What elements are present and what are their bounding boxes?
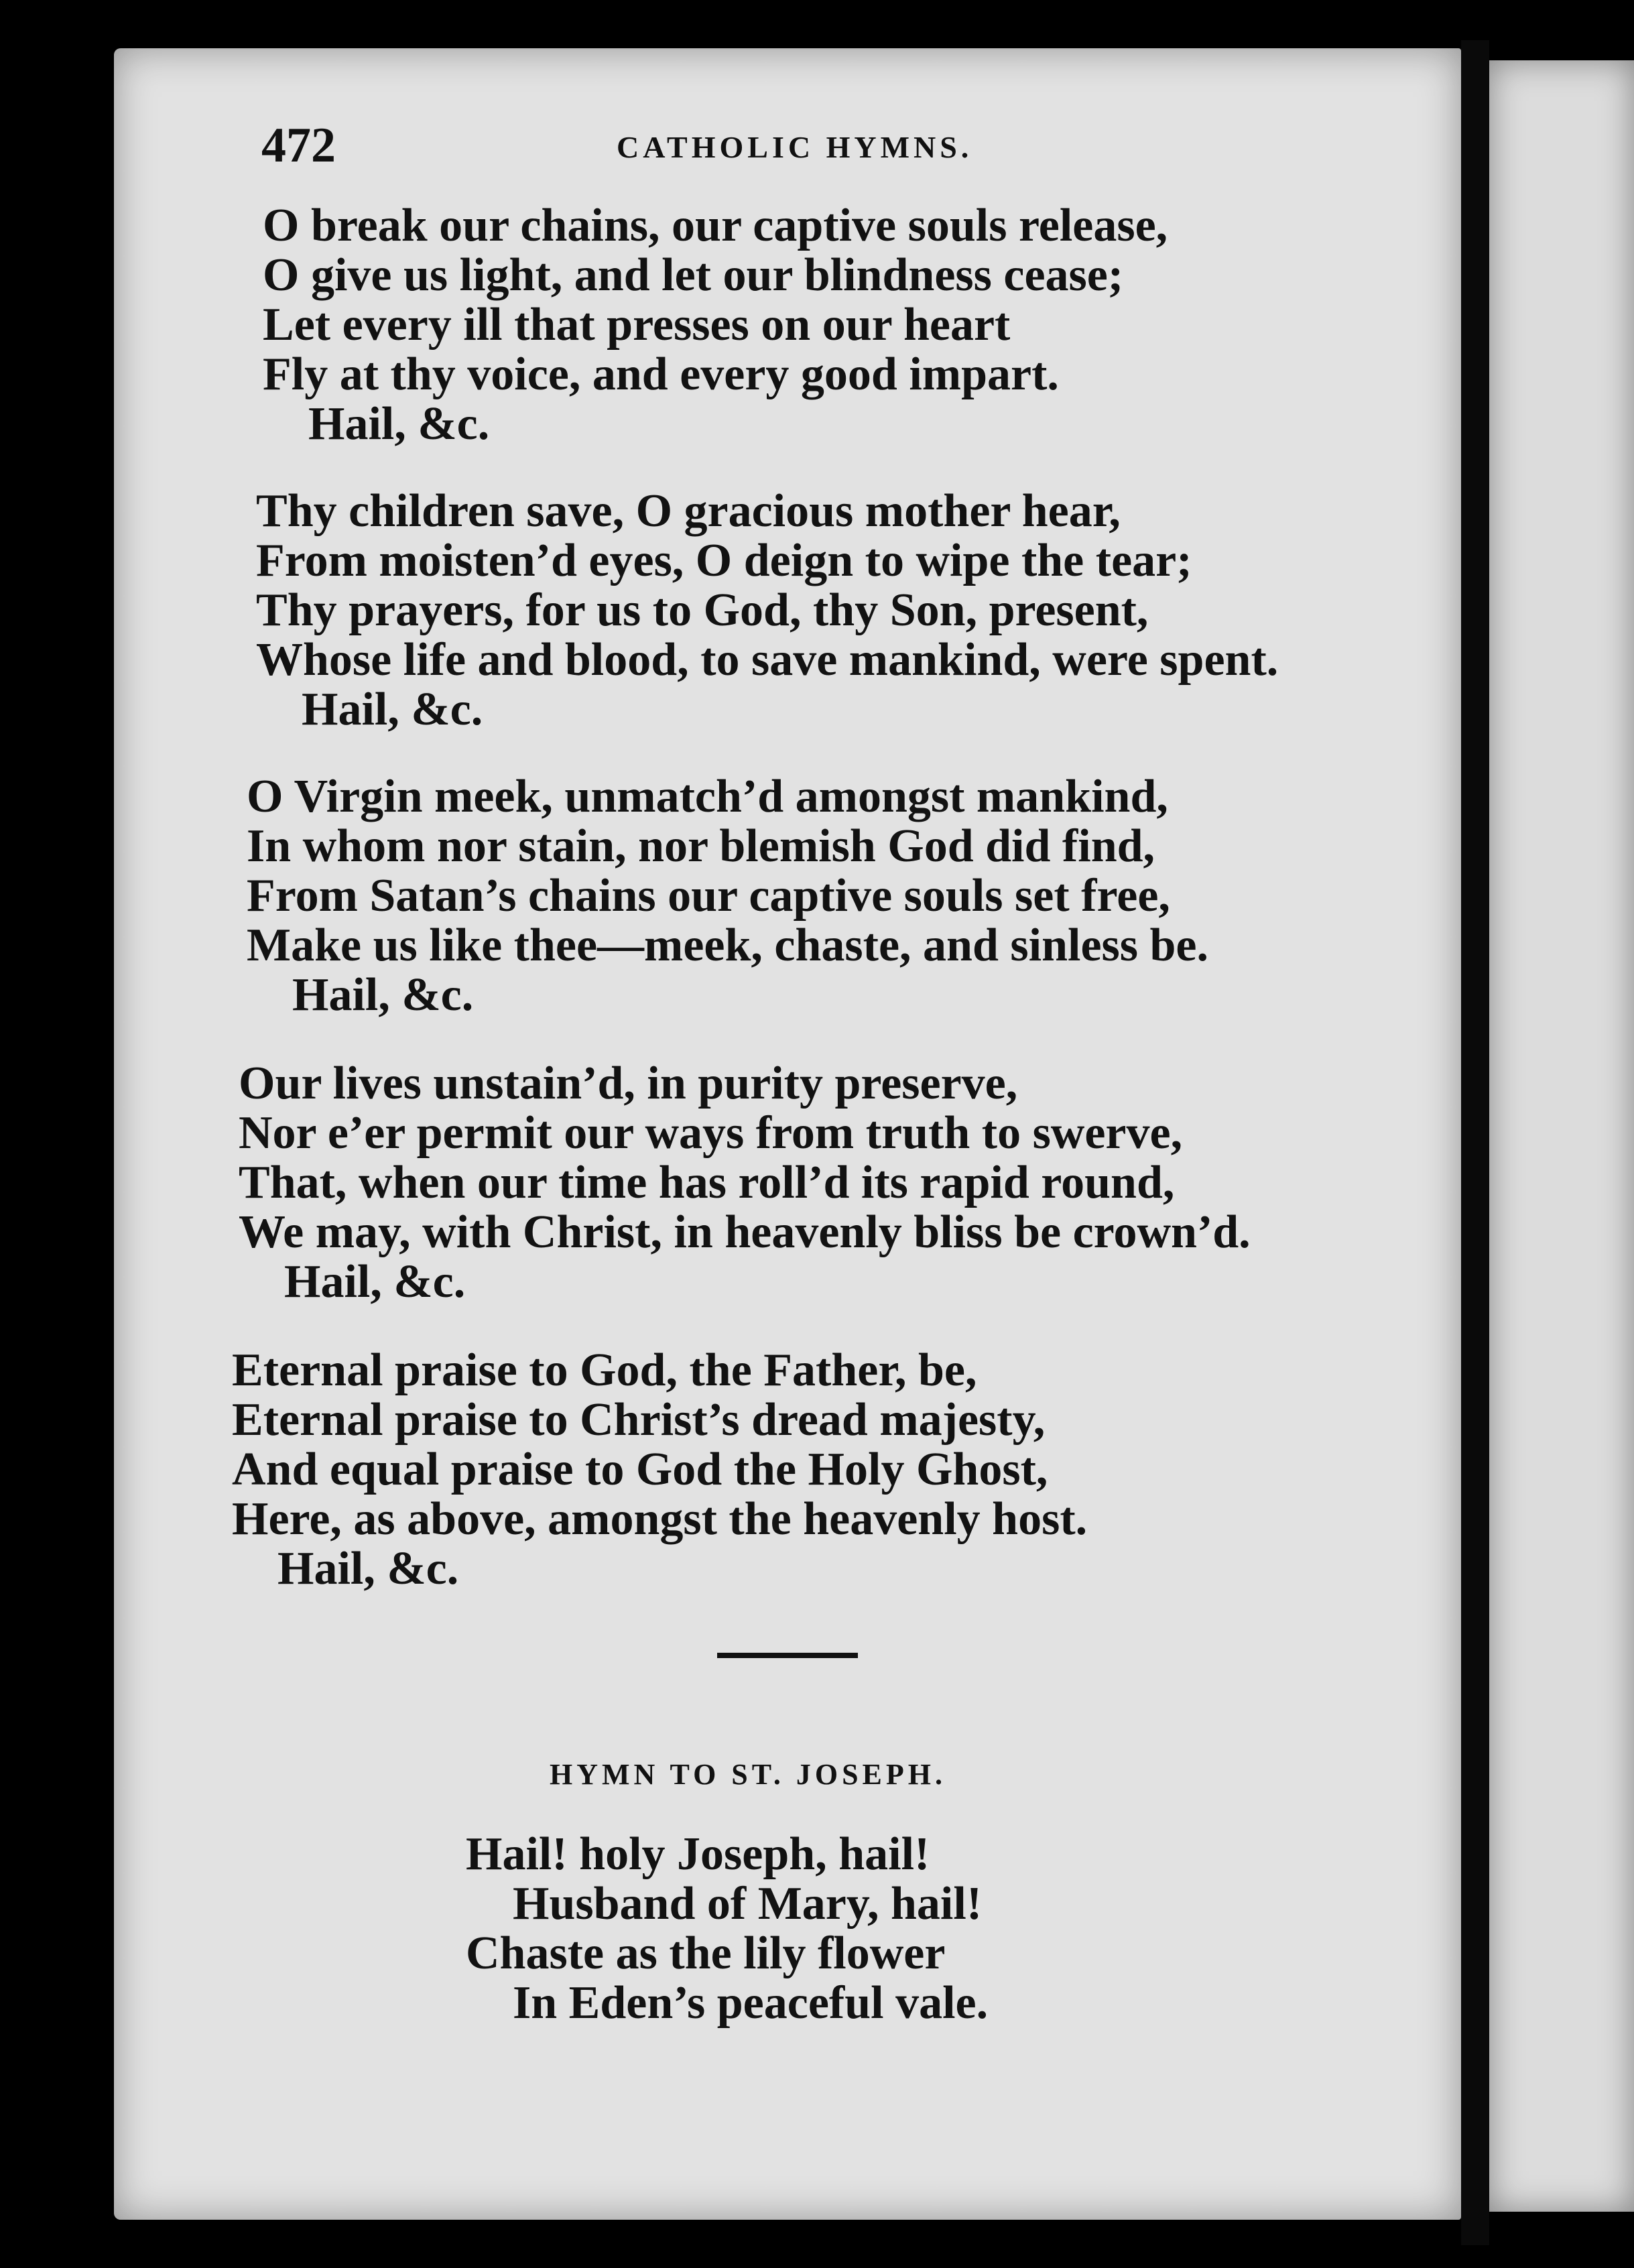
verse-line: That, when our time has roll’d its rapid round, bbox=[239, 1157, 1175, 1208]
verse-line: Chaste as the lily flower bbox=[466, 1928, 946, 1979]
running-head: CATHOLIC HYMNS. bbox=[617, 130, 973, 164]
verse-line: And equal praise to God the Holy Ghost, bbox=[232, 1444, 1048, 1495]
refrain: Hail, &c. bbox=[308, 398, 490, 450]
verse-line: Make us like thee—meek, chaste, and sinless be. bbox=[247, 920, 1208, 971]
refrain: Hail, &c. bbox=[277, 1543, 459, 1594]
page-header bbox=[261, 117, 1468, 171]
verse-line: Thy prayers, for us to God, thy Son, present, bbox=[256, 584, 1149, 636]
stanza-5 bbox=[232, 1346, 1438, 1594]
verse-line: O give us light, and let our blindness cease; bbox=[263, 249, 1124, 301]
verse-line: From moisten’d eyes, O deign to wipe the tear; bbox=[256, 535, 1192, 586]
verse-line: We may, with Christ, in heavenly bliss be crown’d. bbox=[239, 1206, 1251, 1258]
verse-line: Hail! holy Joseph, hail! bbox=[466, 1828, 930, 1880]
verse-line: Fly at thy voice, and every good impart. bbox=[263, 349, 1059, 400]
stanza-2 bbox=[256, 487, 1462, 735]
stanza-4 bbox=[239, 1059, 1445, 1307]
verse-line: Thy children save, O gracious mother hear, bbox=[256, 485, 1121, 537]
refrain: Hail, &c. bbox=[292, 969, 474, 1021]
page-number: 472 bbox=[261, 118, 336, 173]
verse-line: Eternal praise to Christ’s dread majesty, bbox=[232, 1394, 1046, 1446]
verse-line: Whose life and blood, to save mankind, were spent. bbox=[256, 634, 1279, 686]
verse-line: In Eden’s peaceful vale. bbox=[513, 1977, 989, 2029]
verse-line: In whom nor stain, nor blemish God did find, bbox=[247, 820, 1155, 872]
refrain: Hail, &c. bbox=[302, 684, 483, 735]
hymn-title: HYMN TO ST. JOSEPH. bbox=[550, 1758, 946, 1791]
verse-line: Eternal praise to God, the Father, be, bbox=[232, 1344, 977, 1396]
stanza-3 bbox=[247, 772, 1453, 1020]
verse-line: Let every ill that presses on our heart bbox=[263, 299, 1011, 351]
joseph-hymn-verse bbox=[466, 1830, 1069, 2028]
refrain: Hail, &c. bbox=[284, 1256, 466, 1308]
verse-line: O break our chains, our captive souls release, bbox=[263, 200, 1168, 251]
verse-line: O Virgin meek, unmatch’d amongst mankind, bbox=[247, 771, 1168, 822]
verse-line: Husband of Mary, hail! bbox=[513, 1878, 983, 1930]
verse-line: Nor e’er permit our ways from truth to swerve, bbox=[239, 1107, 1183, 1159]
facing-page-edge bbox=[1489, 60, 1634, 2212]
section-divider bbox=[717, 1653, 858, 1658]
verse-line: Here, as above, amongst the heavenly host. bbox=[232, 1493, 1088, 1545]
verse-line: From Satan’s chains our captive souls set free, bbox=[247, 870, 1170, 922]
stanza-1 bbox=[263, 201, 1469, 449]
verse-line: Our lives unstain’d, in purity preserve, bbox=[239, 1058, 1018, 1109]
